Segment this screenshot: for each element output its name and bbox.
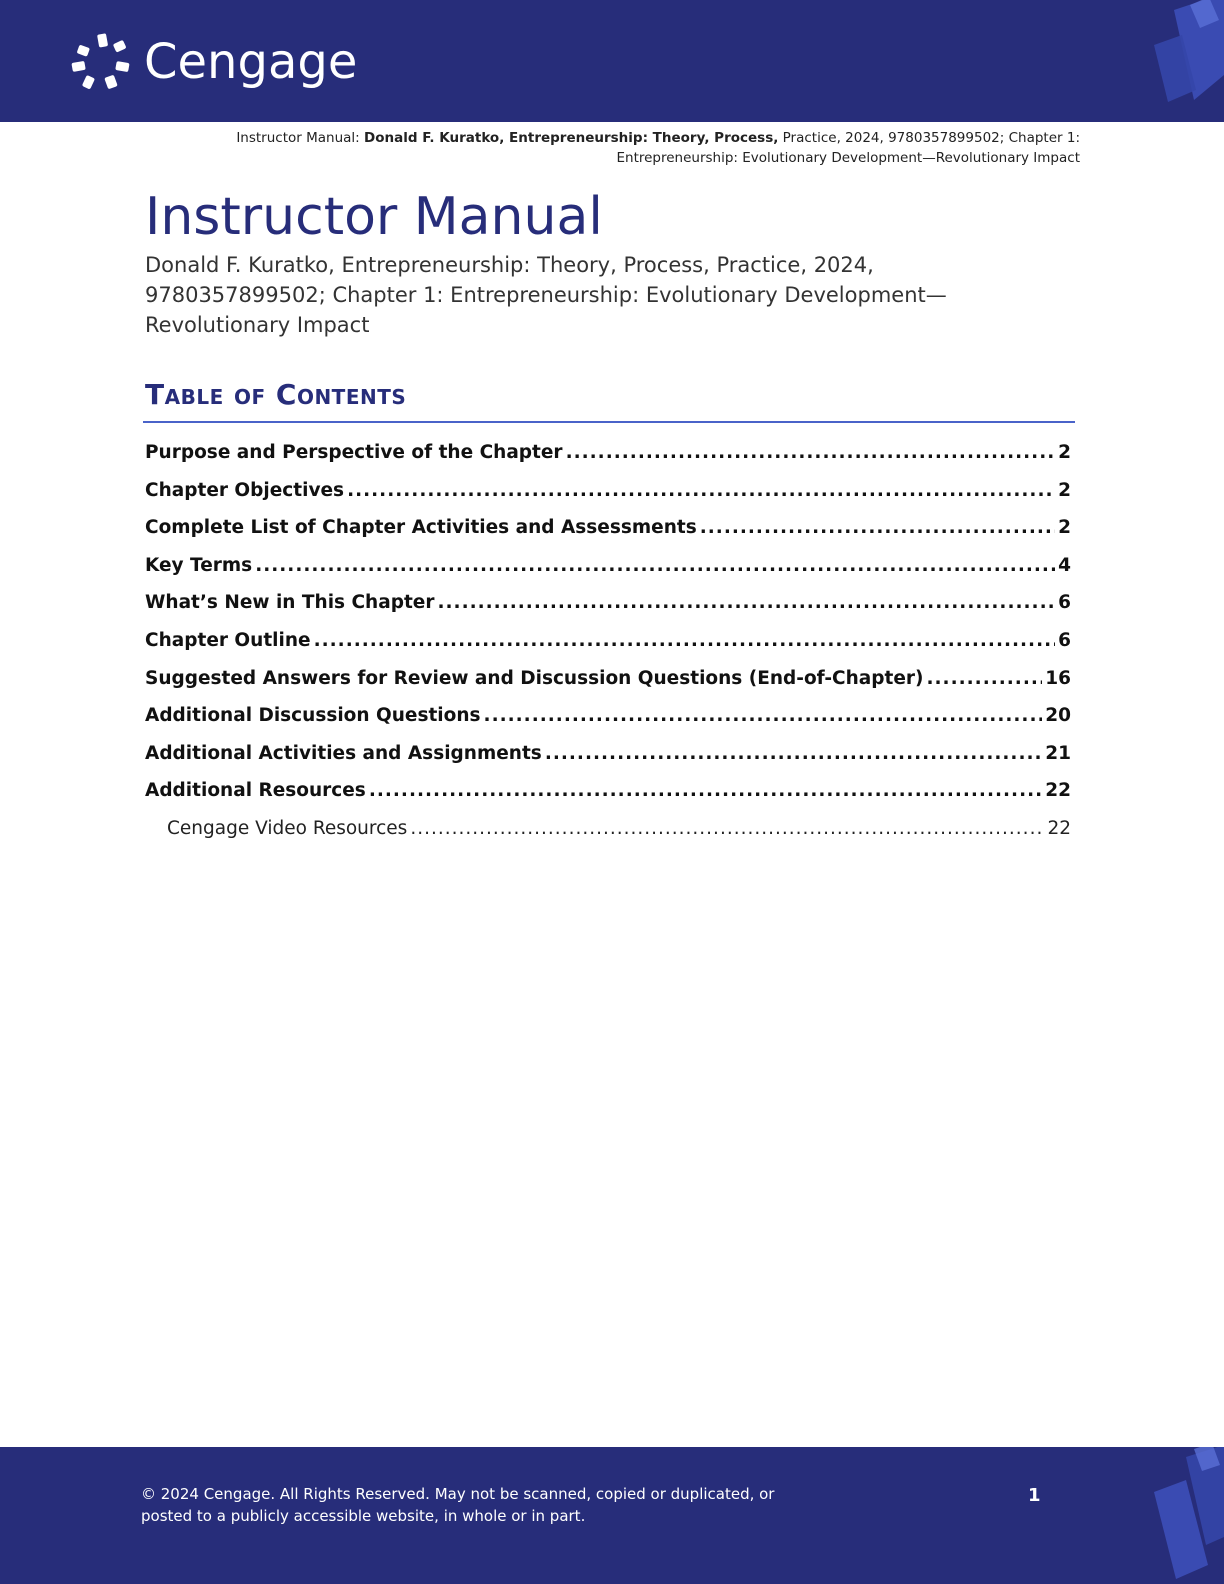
toc-leader-dots (314, 622, 1056, 660)
page-title: Instructor Manual (145, 187, 603, 247)
toc-entry-page: 22 (1045, 780, 1071, 802)
toc-entry-title: Complete List of Chapter Activities and Assessments (145, 517, 697, 539)
cengage-burst-icon (70, 30, 134, 94)
toc-entry-page: 6 (1058, 629, 1071, 651)
toc-entry-title: Purpose and Perspective of the Chapter (145, 442, 563, 463)
toc-entry-page: 2 (1058, 517, 1071, 539)
toc-divider (143, 421, 1075, 423)
running-header (150, 128, 1080, 168)
toc-entry-title: Cengage Video Resources (167, 817, 408, 839)
toc-leader-dots (927, 660, 1043, 698)
toc-entry-page: 22 (1047, 817, 1071, 839)
toc-leader-dots (369, 772, 1042, 810)
toc-entry[interactable] (145, 660, 1071, 698)
toc-entry-page: 21 (1045, 742, 1071, 764)
toc-entry-page: 16 (1045, 667, 1071, 689)
toc-entry[interactable] (145, 697, 1071, 735)
toc-entry-title: Additional Activities and Assignments (145, 742, 542, 764)
cengage-logo (70, 30, 357, 94)
toc-entry[interactable] (145, 472, 1071, 510)
page-subtitle: Donald F. Kuratko, Entrepreneurship: Theory, Process, Practice, 2024, 9780357899502; Chapter 1: Entrepreneurship: Evolutionary Development—Revolutionary Impact (145, 253, 947, 337)
toc-entry-page: 2 (1058, 479, 1071, 501)
toc-leader-dots (347, 472, 1055, 510)
toc-entry-page: 20 (1045, 705, 1071, 727)
toc-leader-dots (255, 547, 1055, 585)
copyright-line-1: © 2024 Cengage. All Rights Reserved. May not be scanned, copied or duplicated, or (141, 1485, 775, 1503)
logo-wordmark: Cengage (144, 34, 358, 90)
table-of-contents (145, 434, 1071, 848)
toc-entry[interactable] (145, 584, 1071, 622)
toc-entry[interactable] (145, 735, 1071, 773)
toc-leader-dots (545, 735, 1042, 773)
toc-entry[interactable] (145, 622, 1071, 660)
toc-entry-page: 6 (1058, 592, 1071, 614)
footer-banner (0, 1447, 1224, 1584)
header-banner (0, 0, 1224, 122)
toc-heading: Table of Contents (145, 378, 407, 411)
toc-leader-dots (484, 697, 1043, 735)
copyright-notice (141, 1483, 841, 1527)
toc-leader-dots (437, 584, 1055, 622)
toc-entry-title: Key Terms (145, 554, 253, 576)
toc-entry-title: Suggested Answers for Review and Discussion Questions (End-of-Chapter) (145, 667, 924, 689)
toc-leader-dots (566, 434, 1056, 472)
page-number: 1 (1028, 1485, 1041, 1506)
toc-entry-page: 2 (1058, 442, 1071, 463)
corner-decoration-icon (1124, 1447, 1224, 1584)
toc-entry-title: Additional Resources (145, 780, 366, 802)
toc-entry[interactable] (145, 509, 1071, 547)
toc-entry-title: Chapter Outline (145, 629, 311, 651)
toc-leader-dots (700, 509, 1055, 547)
toc-entry[interactable] (145, 772, 1071, 810)
toc-entry-title: What’s New in This Chapter (145, 592, 435, 614)
corner-decoration-icon (1134, 0, 1224, 122)
copyright-line-2: posted to a publicly accessible website, in whole or in part. (141, 1507, 586, 1525)
toc-entry-page: 4 (1058, 554, 1071, 576)
toc-entry[interactable] (145, 547, 1071, 585)
running-header-rest: Practice, 2024, 9780357899502; Chapter 1: (778, 130, 1080, 146)
toc-leader-dots (410, 810, 1044, 848)
toc-entry-title: Additional Discussion Questions (145, 705, 481, 727)
toc-entry-title: Chapter Objectives (145, 479, 345, 501)
toc-entry[interactable] (145, 434, 1071, 472)
running-header-line2: Entrepreneurship: Evolutionary Development—Revolutionary Impact (616, 150, 1080, 166)
running-header-bold: Donald F. Kuratko, Entrepreneurship: Theory, Process, (364, 130, 779, 146)
toc-subentry[interactable] (145, 810, 1071, 848)
running-header-prefix: Instructor Manual: (236, 130, 364, 146)
